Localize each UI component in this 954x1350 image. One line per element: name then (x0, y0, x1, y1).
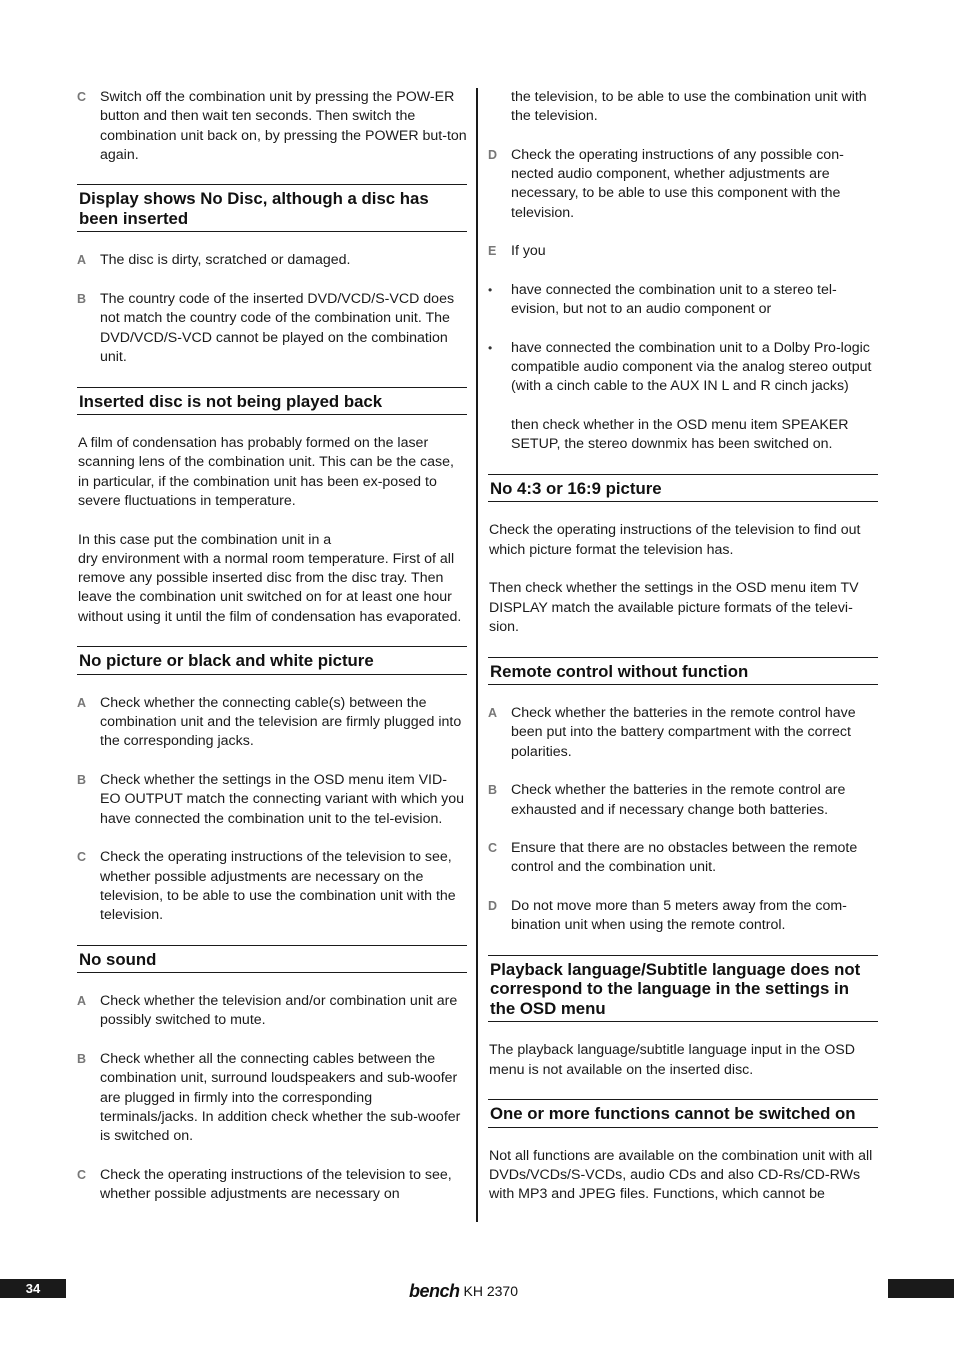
item-text: Check the operating instructions of any possible con-nected audio component, whether adjustments are necessary, to be able to use this component with the television. (511, 146, 844, 221)
list-item (77, 694, 467, 752)
item-text: The country code of the inserted DVD/VCD/S-VCD does not match the country code of the combination unit. The DVD/VCD/S-VCD cannot be played on the combination unit. (100, 291, 455, 365)
item-text: Check whether all the connecting cables between the combination unit, surround loudspeakers and sub-woofer are plugged in firmly into the corresponding terminals/jacks. In addition check whether the sub-woofer is switched on. (100, 1051, 461, 1145)
item-letter: D (488, 147, 498, 162)
item-letter: B (77, 292, 87, 307)
item-letter: A (488, 706, 498, 721)
item-letter: D (488, 898, 498, 913)
item-text: Check whether the connecting cable(s) between the combination unit and the television are firmly plugged into the corresponding jacks. (100, 694, 462, 750)
brand-logo: bench (409, 1280, 460, 1301)
left-column (77, 88, 467, 1224)
section-heading-not-played: Inserted disc is not being played back (77, 387, 467, 416)
section-heading-no-sound: No sound (77, 945, 467, 974)
item-letter: C (77, 90, 87, 104)
item-text: Do not move more than 5 meters away from the com-bination unit when using the remote control. (511, 897, 847, 934)
paragraph (78, 531, 467, 627)
item-text: If you (511, 243, 546, 260)
paragraph: Then check whether the settings in the OSD menu item TV DISPLAY match the available picture formats of the televi-sion. (489, 580, 859, 635)
item-letter: A (77, 253, 87, 268)
paragraph: Not all functions are available on the combination unit with all DVDs/VCDs/S-VCDs, audio CDs and also CD-Rs/CD-RWs with MP3 and JPEG files. Functions, which cannot be (489, 1147, 873, 1203)
section-heading-picture-format: No 4:3 or 16:9 picture (488, 474, 878, 503)
list-item (488, 839, 878, 878)
bullet-symbol: • (488, 340, 493, 355)
list-item (77, 771, 467, 829)
item-letter: C (77, 850, 87, 865)
item-text: Check whether the batteries in the remote control are exhausted and if necessary change both batteries. (511, 782, 846, 818)
list-item (488, 242, 878, 261)
bullet-text: have connected the combination unit to a Dolby Pro-logic compatible audio component via the analog stereo output (with a cinch cable to the AUX IN L and R cinch jacks) (511, 339, 872, 395)
paragraph: The playback language/subtitle language input in the OSD menu is not available on the inserted disc. (489, 1042, 855, 1078)
column-divider (476, 88, 478, 1222)
continued-text: the television, to be able to use the combination unit with the television. (511, 89, 867, 125)
list-item (488, 897, 878, 936)
section-heading-language: Playback language/Subtitle language does not correspond to the language in the settings in the OSD menu (488, 955, 878, 1023)
bullet-symbol: • (488, 282, 493, 297)
page-number: 34 (0, 1279, 66, 1298)
then-text: then check whether in the OSD menu item SPEAKER SETUP, the stereo downmix has been switched on. (511, 417, 849, 453)
list-item (488, 704, 878, 762)
item-letter: A (77, 994, 87, 1009)
item-letter: E (488, 244, 497, 259)
item-text: Check the operating instructions of the television to see, whether possible adjustments are necessary on the television, to be able to use the combination unit with the television. (100, 849, 456, 924)
item-text: The disc is dirty, scratched or damaged. (100, 252, 351, 269)
bullet-item (488, 339, 878, 397)
item-letter: C (488, 841, 498, 856)
section-heading-no-picture: No picture or black and white picture (77, 646, 467, 675)
list-item (77, 251, 467, 270)
list-item (77, 992, 467, 1031)
item-letter: B (77, 773, 87, 788)
item-letter: B (488, 783, 498, 798)
section-heading-no-disc: Display shows No Disc, although a disc has been inserted (77, 184, 467, 232)
right-column (488, 88, 878, 1224)
paragraph: A film of condensation has probably formed on the laser scanning lens of the combination unit. This can be the case, in particular, if the combination unit has been ex-posed to severe fluctuations in temperature. (78, 435, 454, 509)
paragraph: Check the operating instructions of the television to find out which picture format the television has. (489, 522, 861, 558)
item-text: Check whether the batteries in the remote control have been put into the battery compartment with the correct polarities. (511, 705, 856, 760)
item-text: Check the operating instructions of the television to see, whether possible adjustments are necessary on (100, 1166, 452, 1203)
list-item (77, 1166, 467, 1205)
list-item (77, 88, 467, 165)
section-heading-functions: One or more functions cannot be switched on (488, 1099, 878, 1128)
list-item (77, 1050, 467, 1146)
paragraph-line: In this case put the combination unit in a (78, 531, 332, 548)
footer-bar (888, 1279, 954, 1298)
model-number: KH 2370 (463, 1283, 518, 1299)
bullet-item (488, 281, 878, 320)
section-heading-remote: Remote control without function (488, 657, 878, 686)
list-item (77, 290, 467, 367)
list-item (77, 848, 467, 925)
list-item (488, 781, 878, 820)
item-text: Ensure that there are no obstacles between the remote control and the combination unit. (511, 840, 858, 876)
item-text: Switch off the combination unit by pressing the POW-ER button and then wait ten seconds. Then switch the combination unit back on, by pressing the POWER but-ton again. (100, 89, 467, 163)
item-letter: B (77, 1052, 87, 1067)
paragraph-line: dry environment with a normal room temperature. First of all remove any possible inserted disc from the disc tray. Then leave the combination unit switched on for at least one hour without using it until the film of condensation has evaporated. (78, 550, 462, 625)
item-text: Check whether the television and/or combination unit are possibly switched to mute. (100, 993, 458, 1029)
footer-brand (409, 1281, 518, 1301)
item-letter: C (77, 1167, 87, 1182)
list-item (488, 146, 878, 223)
item-text: Check whether the settings in the OSD menu item VID-EO OUTPUT match the connecting variant with which you have connected the combination unit to the tel-evision. (100, 772, 465, 827)
item-letter: A (77, 695, 87, 710)
bullet-text: have connected the combination unit to a stereo tel-evision, but not to an audio component or (511, 281, 837, 318)
